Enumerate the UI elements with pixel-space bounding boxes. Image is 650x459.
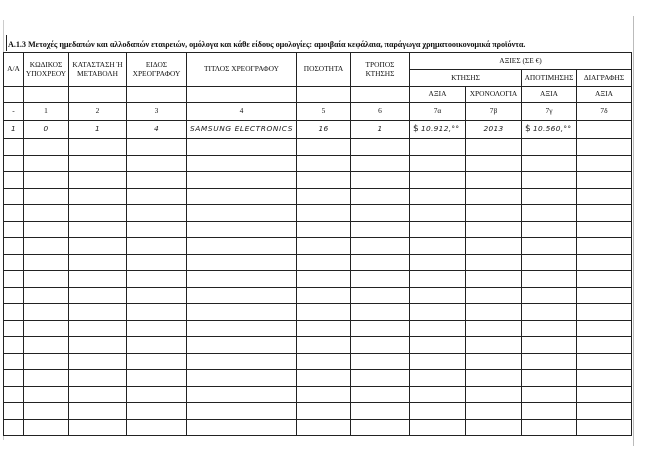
empty-cell xyxy=(187,238,297,255)
header-ktisis: ΚΤΗΣΗΣ xyxy=(410,70,522,87)
empty-cell xyxy=(69,370,127,387)
section-title: Α.1.3 Μετοχές ημεδαπών και αλλοδαπών εταιρειών, ομόλογα και κάθε είδους ομολογίες: αμοιβαία κεφάλαια, παράγωγα χρηματοοικονομικά προϊόντα. xyxy=(8,40,526,49)
empty-cell xyxy=(577,271,632,288)
empty-cell xyxy=(522,254,577,271)
empty-cell xyxy=(351,205,410,222)
header-tropos: ΤΡΟΠΟΣ ΚΤΗΣΗΣ xyxy=(351,53,410,87)
empty-cell xyxy=(69,221,127,238)
table-row xyxy=(4,238,632,255)
empty-cell xyxy=(410,403,466,420)
entry-titlos: SAMSUNG ELECTRONICS xyxy=(187,121,297,139)
empty-cell xyxy=(69,188,127,205)
empty-cell xyxy=(187,370,297,387)
empty-cell xyxy=(466,353,522,370)
empty-cell xyxy=(127,287,187,304)
empty-cell xyxy=(4,403,24,420)
empty-cell xyxy=(24,386,69,403)
table-row xyxy=(4,403,632,420)
empty-cell xyxy=(522,353,577,370)
empty-cell xyxy=(69,155,127,172)
empty-cell xyxy=(351,155,410,172)
table-row xyxy=(4,320,632,337)
table-row xyxy=(4,304,632,321)
table-row xyxy=(4,121,632,139)
header-kodikos: ΚΩΔΙΚΟΣ ΥΠΟΧΡΕΟΥ xyxy=(24,53,69,87)
empty-cell xyxy=(577,386,632,403)
title-rule xyxy=(6,35,7,51)
empty-cell xyxy=(522,238,577,255)
empty-cell xyxy=(187,254,297,271)
empty-cell xyxy=(127,172,187,189)
empty-cell xyxy=(69,304,127,321)
empty-cell xyxy=(297,254,351,271)
empty-cell xyxy=(522,337,577,354)
empty-cell xyxy=(4,287,24,304)
empty-cell xyxy=(187,155,297,172)
header-axia-diagrafis: ΑΞΙΑ xyxy=(577,87,632,103)
header-row-3 xyxy=(4,87,632,103)
empty-cell xyxy=(577,353,632,370)
empty-cell xyxy=(466,155,522,172)
empty-cell xyxy=(127,254,187,271)
empty-cell xyxy=(577,188,632,205)
empty-cell xyxy=(351,238,410,255)
empty-cell xyxy=(4,139,24,156)
entry-tropos: 1 xyxy=(351,121,410,139)
empty-cell xyxy=(69,271,127,288)
empty-cell xyxy=(4,188,24,205)
empty-cell xyxy=(577,205,632,222)
header-blank-aa xyxy=(4,87,24,103)
header-axia-apotimisis: ΑΞΙΑ xyxy=(522,87,577,103)
empty-cell xyxy=(466,337,522,354)
table-row xyxy=(4,271,632,288)
empty-cell xyxy=(522,155,577,172)
empty-cell xyxy=(24,287,69,304)
empty-cell xyxy=(466,238,522,255)
empty-cell xyxy=(410,353,466,370)
empty-cell xyxy=(351,353,410,370)
empty-cell xyxy=(410,238,466,255)
entry-aa: 1 xyxy=(4,121,24,139)
column-number: 5 xyxy=(297,103,351,121)
empty-cell xyxy=(187,271,297,288)
header-apotimisis: ΑΠΟΤΙΜΗΣΗΣ xyxy=(522,70,577,87)
empty-cell xyxy=(297,370,351,387)
empty-cell xyxy=(351,386,410,403)
empty-cell xyxy=(4,221,24,238)
empty-cell xyxy=(410,271,466,288)
empty-cell xyxy=(69,254,127,271)
empty-cell xyxy=(410,221,466,238)
empty-cell xyxy=(24,155,69,172)
empty-cell xyxy=(297,419,351,436)
empty-cell xyxy=(410,172,466,189)
empty-cell xyxy=(127,370,187,387)
empty-cell xyxy=(351,337,410,354)
empty-cell xyxy=(577,287,632,304)
empty-cell xyxy=(522,188,577,205)
entry-posotita: 16 xyxy=(297,121,351,139)
column-number: - xyxy=(4,103,24,121)
axia-ktisis-value: 10.912,°° xyxy=(421,124,460,134)
empty-cell xyxy=(410,139,466,156)
securities-table xyxy=(3,52,632,436)
empty-cell xyxy=(522,370,577,387)
empty-cell xyxy=(297,238,351,255)
empty-cell xyxy=(24,271,69,288)
empty-cell xyxy=(577,419,632,436)
empty-cell xyxy=(4,337,24,354)
currency-mark: $ xyxy=(413,124,420,135)
empty-cell xyxy=(69,238,127,255)
empty-cell xyxy=(297,188,351,205)
empty-cell xyxy=(410,254,466,271)
empty-cell xyxy=(410,337,466,354)
empty-cell xyxy=(297,287,351,304)
table-row xyxy=(4,221,632,238)
empty-cell xyxy=(187,221,297,238)
empty-cell xyxy=(24,205,69,222)
empty-cell xyxy=(297,304,351,321)
empty-cell xyxy=(410,320,466,337)
empty-cell xyxy=(351,304,410,321)
header-diagrafis: ΔΙΑΓΡΑΦΗΣ xyxy=(577,70,632,87)
empty-cell xyxy=(69,386,127,403)
empty-cell xyxy=(297,221,351,238)
empty-cell xyxy=(466,172,522,189)
header-blank-eidos xyxy=(127,87,187,103)
empty-cell xyxy=(522,304,577,321)
empty-cell xyxy=(577,139,632,156)
header-blank-posotita xyxy=(297,87,351,103)
empty-cell xyxy=(24,238,69,255)
entry-axia-apotimisis xyxy=(522,121,577,139)
empty-cell xyxy=(351,320,410,337)
empty-cell xyxy=(24,353,69,370)
empty-cell xyxy=(466,403,522,420)
empty-cell xyxy=(297,337,351,354)
header-eidos: ΕΙΔΟΣ ΧΡΕΟΓΡΑΦΟΥ xyxy=(127,53,187,87)
empty-cell xyxy=(351,419,410,436)
column-number: 3 xyxy=(127,103,187,121)
empty-cell xyxy=(297,271,351,288)
empty-cell xyxy=(187,386,297,403)
column-number: 7α xyxy=(410,103,466,121)
table-row xyxy=(4,287,632,304)
empty-cell xyxy=(24,172,69,189)
column-number: 2 xyxy=(69,103,127,121)
empty-cell xyxy=(69,337,127,354)
entry-katastasi: 1 xyxy=(69,121,127,139)
table-row xyxy=(4,172,632,189)
empty-cell xyxy=(187,419,297,436)
empty-cell xyxy=(466,221,522,238)
empty-cell xyxy=(351,254,410,271)
empty-cell xyxy=(69,353,127,370)
empty-cell xyxy=(577,304,632,321)
empty-cell xyxy=(187,287,297,304)
empty-cell xyxy=(410,155,466,172)
empty-cell xyxy=(187,205,297,222)
column-number: 7γ xyxy=(522,103,577,121)
empty-cell xyxy=(522,205,577,222)
empty-cell xyxy=(522,386,577,403)
entry-axia-diagrafis xyxy=(577,121,632,139)
empty-cell xyxy=(69,419,127,436)
empty-cell xyxy=(127,304,187,321)
empty-cell xyxy=(127,188,187,205)
empty-cell xyxy=(24,221,69,238)
empty-cell xyxy=(187,304,297,321)
empty-cell xyxy=(4,304,24,321)
column-number: 1 xyxy=(24,103,69,121)
empty-cell xyxy=(577,238,632,255)
empty-cell xyxy=(522,287,577,304)
empty-cell xyxy=(127,403,187,420)
empty-cell xyxy=(69,320,127,337)
empty-cell xyxy=(577,403,632,420)
empty-cell xyxy=(4,386,24,403)
empty-cell xyxy=(187,320,297,337)
empty-cell xyxy=(577,337,632,354)
entry-kodikos: 0 xyxy=(24,121,69,139)
empty-cell xyxy=(351,287,410,304)
empty-cell xyxy=(297,155,351,172)
empty-cell xyxy=(297,320,351,337)
empty-cell xyxy=(4,320,24,337)
empty-cell xyxy=(410,419,466,436)
header-aa: Α/Α xyxy=(4,53,24,87)
table-row xyxy=(4,337,632,354)
header-katastasi: ΚΑΤΑΣΤΑΣΗ Ή ΜΕΤΑΒΟΛΗ xyxy=(69,53,127,87)
empty-cell xyxy=(4,419,24,436)
empty-cell xyxy=(466,304,522,321)
empty-cell xyxy=(187,188,297,205)
column-number: 6 xyxy=(351,103,410,121)
empty-cell xyxy=(4,205,24,222)
empty-cell xyxy=(410,287,466,304)
empty-cell xyxy=(24,320,69,337)
header-posotita: ΠΟΣΟΤΗΤΑ xyxy=(297,53,351,87)
empty-cell xyxy=(577,221,632,238)
empty-cell xyxy=(466,205,522,222)
column-number: 7δ xyxy=(577,103,632,121)
empty-cell xyxy=(351,403,410,420)
empty-cell xyxy=(466,370,522,387)
table-row xyxy=(4,188,632,205)
table-row xyxy=(4,353,632,370)
empty-cell xyxy=(466,419,522,436)
entry-axia-ktisis xyxy=(410,121,466,139)
header-row-1 xyxy=(4,53,632,70)
currency-mark: $ xyxy=(525,124,532,135)
empty-cell xyxy=(127,238,187,255)
empty-cell xyxy=(410,370,466,387)
table-row xyxy=(4,139,632,156)
entry-xronologia: 2013 xyxy=(466,121,522,139)
empty-cell xyxy=(577,320,632,337)
empty-cell xyxy=(127,271,187,288)
empty-cell xyxy=(127,320,187,337)
empty-cell xyxy=(351,221,410,238)
empty-cell xyxy=(466,320,522,337)
empty-cell xyxy=(69,403,127,420)
empty-cell xyxy=(4,271,24,288)
empty-cell xyxy=(127,139,187,156)
entry-eidos: 4 xyxy=(127,121,187,139)
empty-cell xyxy=(187,403,297,420)
empty-cell xyxy=(351,172,410,189)
header-blank-kodikos xyxy=(24,87,69,103)
header-xronologia: ΧΡΟΝΟΛΟΓΙΑ xyxy=(466,87,522,103)
empty-cell xyxy=(69,205,127,222)
empty-cell xyxy=(24,337,69,354)
column-number: 4 xyxy=(187,103,297,121)
table-row xyxy=(4,155,632,172)
empty-cell xyxy=(522,403,577,420)
empty-cell xyxy=(24,403,69,420)
empty-cell xyxy=(127,155,187,172)
empty-cell xyxy=(297,172,351,189)
empty-cell xyxy=(24,188,69,205)
empty-cell xyxy=(187,353,297,370)
empty-cell xyxy=(466,139,522,156)
empty-cell xyxy=(187,172,297,189)
table-row xyxy=(4,386,632,403)
page-edge-right xyxy=(633,16,634,446)
header-blank-tropos xyxy=(351,87,410,103)
axia-apotimisis-value: 10.560,°° xyxy=(533,124,572,134)
column-number-row xyxy=(4,103,632,121)
empty-cell xyxy=(466,386,522,403)
empty-cell xyxy=(351,370,410,387)
empty-cell xyxy=(4,370,24,387)
empty-cell xyxy=(466,188,522,205)
empty-cell xyxy=(4,155,24,172)
empty-cell xyxy=(577,370,632,387)
table-row xyxy=(4,254,632,271)
empty-cell xyxy=(127,205,187,222)
empty-cell xyxy=(522,271,577,288)
empty-cell xyxy=(577,155,632,172)
empty-cell xyxy=(522,172,577,189)
table-row xyxy=(4,419,632,436)
table-row xyxy=(4,205,632,222)
empty-cell xyxy=(127,221,187,238)
empty-cell xyxy=(24,139,69,156)
empty-cell xyxy=(69,172,127,189)
empty-cell xyxy=(4,353,24,370)
empty-cell xyxy=(69,287,127,304)
empty-cell xyxy=(187,337,297,354)
empty-cell xyxy=(522,419,577,436)
empty-cell xyxy=(127,419,187,436)
empty-cell xyxy=(4,238,24,255)
empty-cell xyxy=(466,254,522,271)
empty-cell xyxy=(127,386,187,403)
empty-cell xyxy=(297,205,351,222)
empty-cell xyxy=(466,287,522,304)
empty-cell xyxy=(69,139,127,156)
empty-cell xyxy=(410,205,466,222)
empty-cell xyxy=(127,353,187,370)
empty-cell xyxy=(351,139,410,156)
empty-cell xyxy=(522,320,577,337)
empty-cell xyxy=(410,304,466,321)
column-number: 7β xyxy=(466,103,522,121)
empty-cell xyxy=(410,386,466,403)
header-blank-titlos xyxy=(187,87,297,103)
header-titlos: ΤΙΤΛΟΣ ΧΡΕΟΓΡΑΦΟΥ xyxy=(187,53,297,87)
empty-cell xyxy=(410,188,466,205)
empty-cell xyxy=(522,139,577,156)
empty-cell xyxy=(577,254,632,271)
empty-cell xyxy=(24,304,69,321)
empty-cell xyxy=(187,139,297,156)
empty-cell xyxy=(4,172,24,189)
empty-cell xyxy=(522,221,577,238)
empty-cell xyxy=(24,254,69,271)
empty-cell xyxy=(297,139,351,156)
empty-cell xyxy=(4,254,24,271)
empty-cell xyxy=(297,403,351,420)
empty-cell xyxy=(297,353,351,370)
empty-cell xyxy=(351,271,410,288)
empty-cell xyxy=(351,188,410,205)
empty-cell xyxy=(297,386,351,403)
table-row xyxy=(4,370,632,387)
empty-cell xyxy=(577,172,632,189)
empty-cell xyxy=(24,419,69,436)
empty-cell xyxy=(127,337,187,354)
empty-cell xyxy=(466,271,522,288)
header-blank-katastasi xyxy=(69,87,127,103)
header-axies: ΑΞΙΕΣ (ΣΕ €) xyxy=(410,53,632,70)
header-axia-ktisis: ΑΞΙΑ xyxy=(410,87,466,103)
empty-cell xyxy=(24,370,69,387)
